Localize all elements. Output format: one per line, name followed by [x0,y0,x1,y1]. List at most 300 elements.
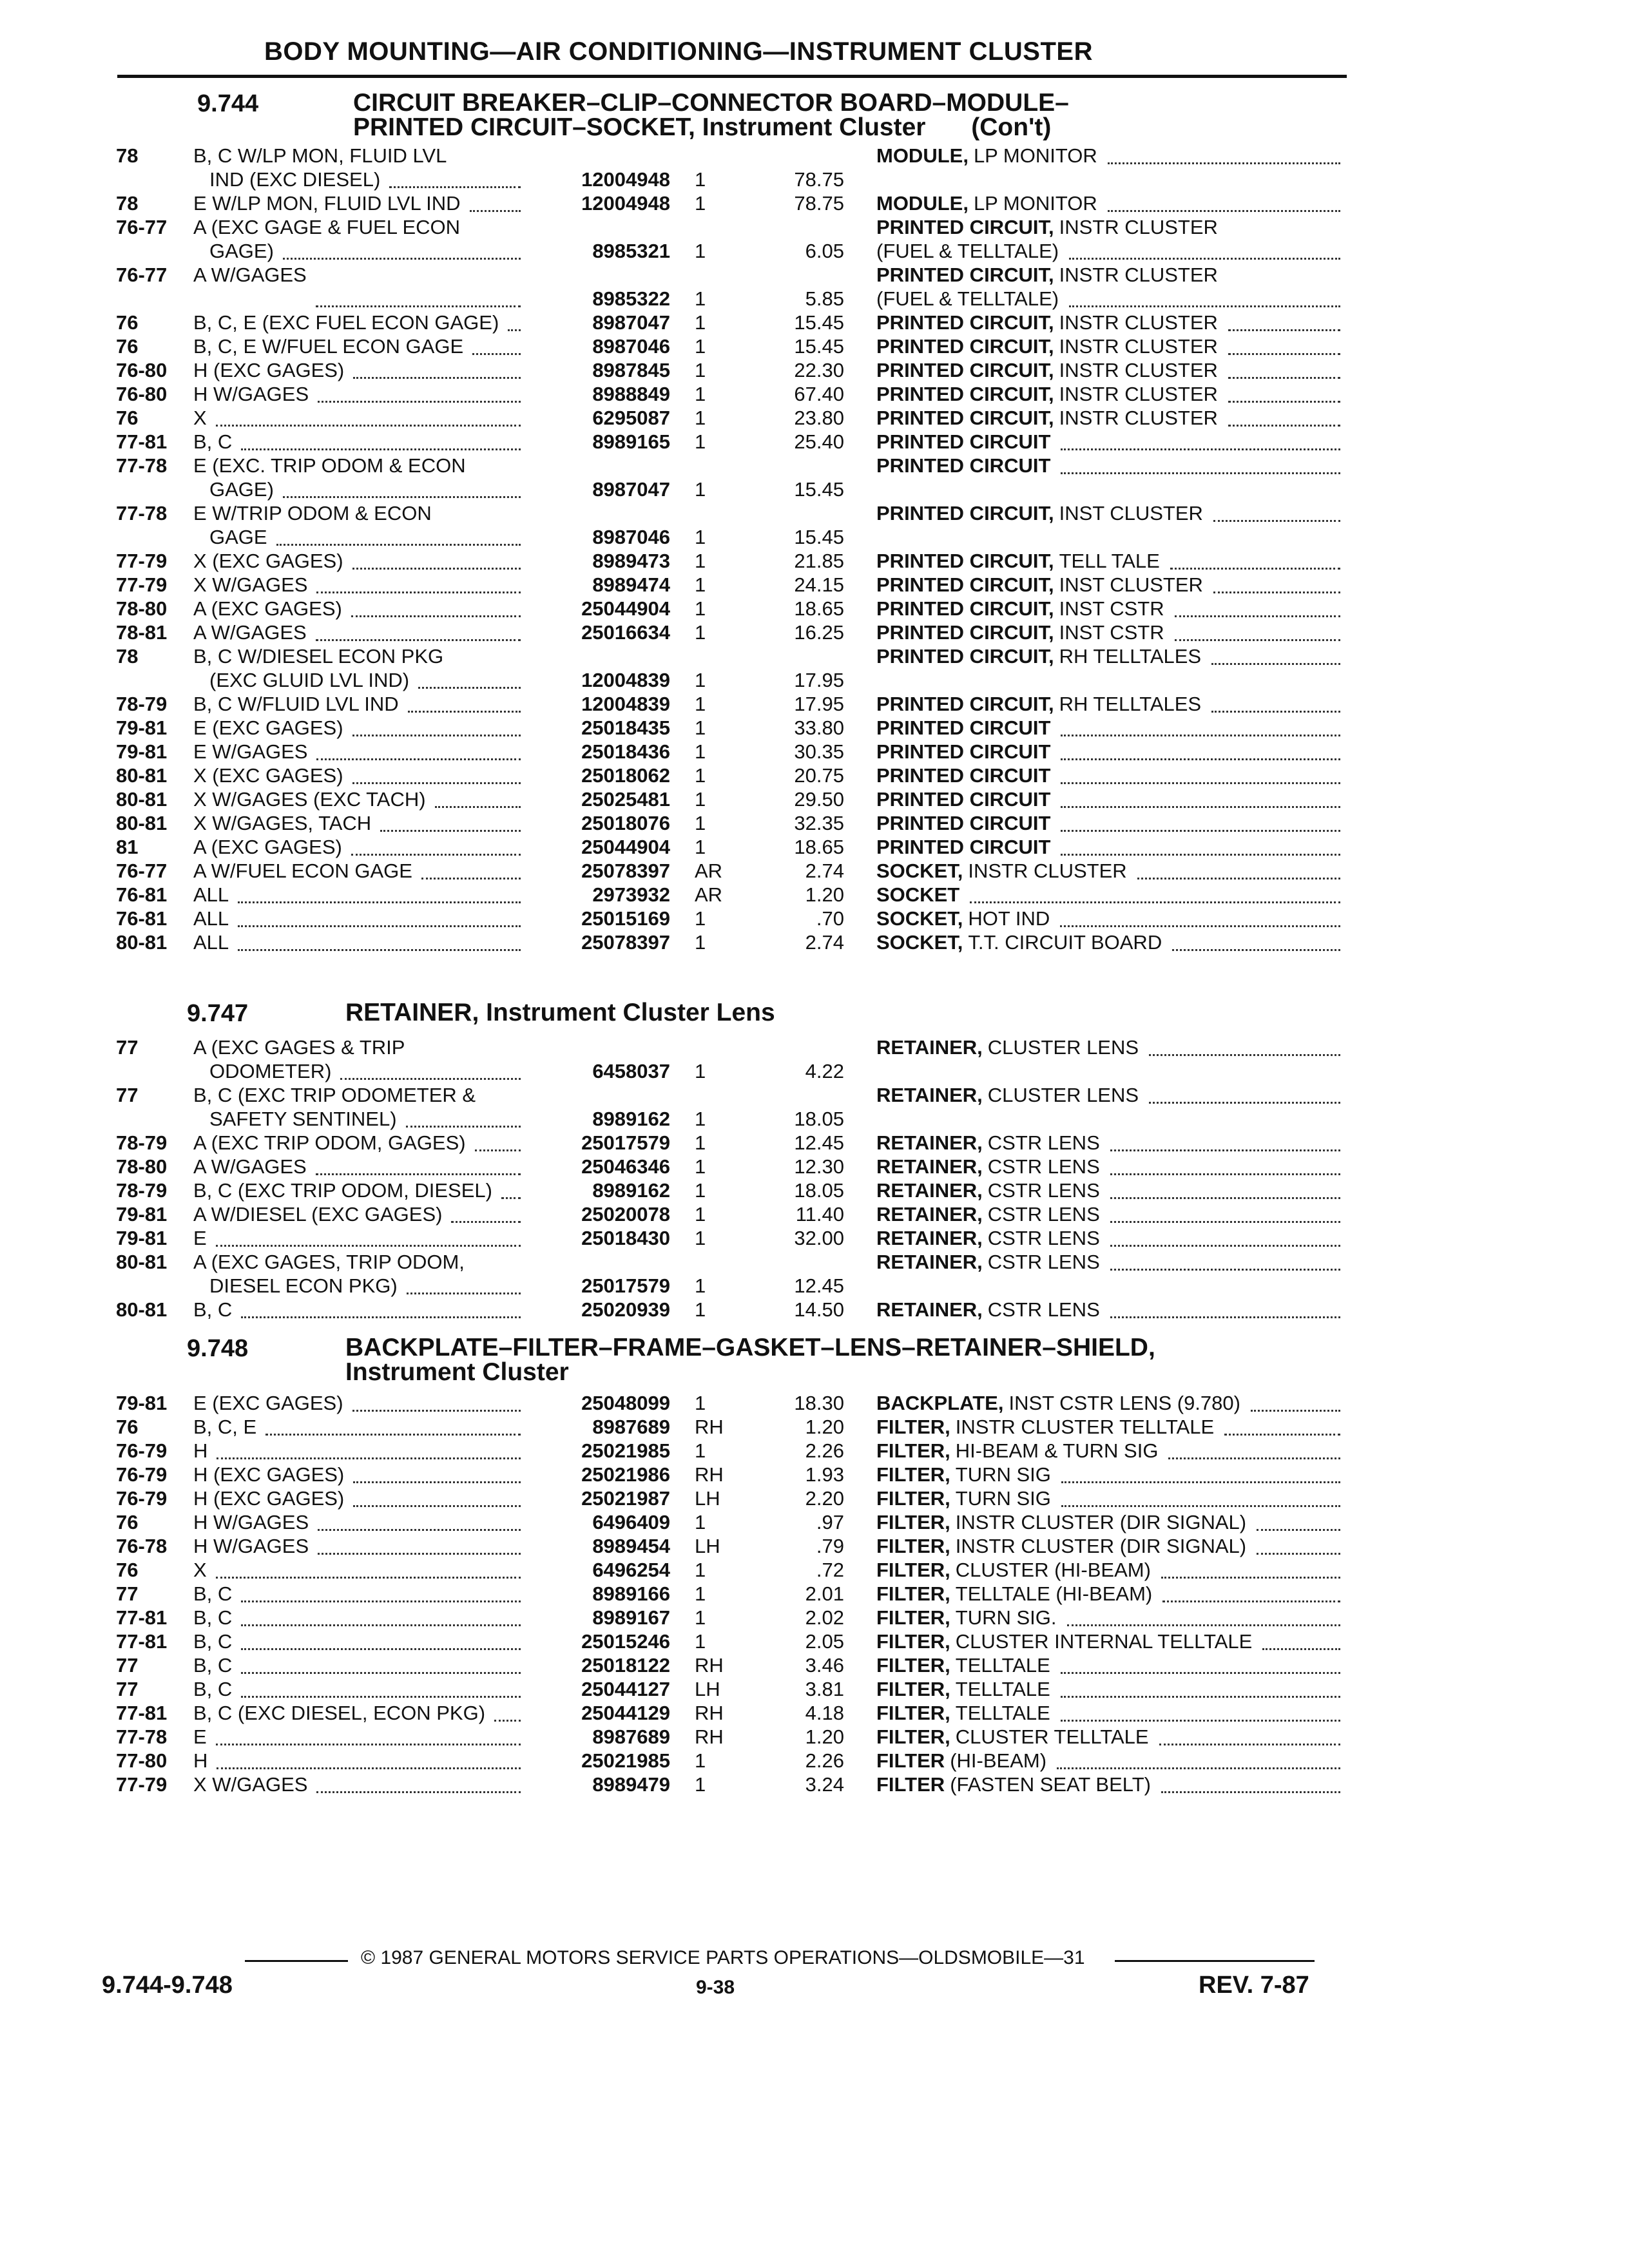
quantity: 1 [695,1773,706,1796]
part-number: 8988849 [592,383,670,405]
description-noun: FILTER, [876,1606,950,1629]
price: 33.80 [794,716,844,739]
leader-dots [389,180,521,188]
description-noun: PRINTED CIRCUIT, [876,573,1054,596]
application-text: B, C [193,1630,233,1653]
leader-dots [1060,919,1340,927]
description-noun: PRINTED CIRCUIT [876,716,1051,739]
leader-dots [216,418,521,427]
application-text-cont: DIESEL ECON PKG) [209,1274,398,1297]
quantity: 1 [695,1392,706,1414]
part-number: 25021985 [581,1439,670,1462]
description-noun: PRINTED CIRCUIT, [876,597,1054,620]
description [876,1487,1051,1510]
quantity: 1 [695,1511,706,1533]
description-detail: CLUSTER (HI-BEAM) [955,1559,1151,1581]
description-noun: PRINTED CIRCUIT, [876,311,1054,334]
description [876,1227,1100,1250]
model-year: 78 [116,144,139,167]
part-number: 8987689 [592,1725,670,1748]
leader-dots [475,1143,521,1151]
part-number: 25018430 [581,1227,670,1249]
leader-dots [316,633,521,641]
quantity: LH [695,1678,720,1700]
part-number: 8989454 [592,1535,670,1557]
description-noun: BACKPLATE, [876,1392,1004,1414]
description-noun: RETAINER, [876,1179,983,1202]
leader-dots [1069,251,1340,260]
leader-dots [316,1785,521,1793]
leader-dots [265,1427,521,1436]
leader-dots [316,752,521,760]
leader-dots [216,1737,521,1745]
section-number: 9.747 [187,1000,249,1027]
part-number: 25021985 [581,1749,670,1772]
part-number: 25015246 [581,1630,670,1653]
leader-dots [238,895,521,903]
description [876,1582,1152,1606]
application-text: E (EXC. TRIP ODOM & ECON [193,454,466,477]
leader-dots [1061,442,1340,450]
description [876,144,1097,168]
description-detail: CSTR LENS [987,1203,1100,1225]
application-text: B, C (EXC DIESEL, ECON PKG) [193,1702,486,1724]
model-year: 80-81 [116,1298,168,1321]
leader-dots [283,251,521,260]
description [876,1559,1151,1582]
description [876,907,1050,930]
description [876,407,1218,430]
table-row [0,1773,1629,1821]
price: 12.45 [794,1131,844,1154]
application-text: E W/LP MON, FLUID LVL IND [193,192,461,215]
model-year: 77 [116,1084,139,1106]
table-row [0,502,1629,550]
model-year: 77 [116,1582,139,1605]
leader-dots [352,776,521,784]
leader-dots [241,442,521,450]
model-year: 79-81 [116,1227,168,1249]
description [876,359,1218,382]
quantity: 1 [695,931,706,954]
quantity: 1 [695,1131,706,1154]
description-noun: FILTER, [876,1463,950,1486]
leader-dots [418,680,521,689]
price: 32.00 [794,1227,844,1249]
application-text: ALL [193,883,229,906]
quantity: 1 [695,669,706,691]
description [876,430,1050,454]
model-year: 77-78 [116,502,168,524]
description-detail: INSTR CLUSTER [1059,383,1218,405]
application-text: B, C [193,1606,233,1629]
leader-dots [318,1523,521,1531]
leader-dots [470,204,521,212]
description-detail: LP MONITOR [973,192,1097,215]
quantity: AR [695,860,723,882]
description-detail: INSTR CLUSTER (DIR SIGNAL) [955,1511,1247,1533]
leader-dots [352,561,521,570]
leader-dots [435,800,521,808]
leader-dots [241,1666,521,1674]
part-number: 25044904 [581,597,670,620]
part-number: 25018436 [581,740,670,763]
table-row [0,1251,1629,1298]
quantity: 1 [695,1582,706,1605]
leader-dots [508,323,521,331]
description [876,1725,1149,1749]
application-text: A W/GAGES [193,1155,307,1178]
application-text: X [193,407,207,429]
description [876,1084,1139,1107]
price: .97 [816,1511,844,1533]
quantity: 1 [695,1274,706,1297]
quantity: 1 [695,597,706,620]
description-noun: FILTER [876,1749,945,1772]
model-year: 76 [116,335,139,358]
description-noun: PRINTED CIRCUIT, [876,693,1054,715]
description [876,573,1203,597]
model-year: 76-79 [116,1439,168,1462]
table-row [0,264,1629,311]
description-noun: PRINTED CIRCUIT, [876,502,1054,524]
application-text: X (EXC GAGES) [193,550,343,572]
quantity: 1 [695,716,706,739]
price: 2.01 [805,1582,844,1605]
footer-rule-left [245,1960,348,1962]
part-number: 8989162 [592,1108,670,1130]
application-text: A (EXC GAGES, TRIP ODOM, [193,1251,465,1273]
description-detail: CSTR LENS [987,1251,1100,1273]
part-number: 12004839 [581,693,670,715]
model-year: 78-80 [116,597,168,620]
section-title-line2-text: PRINTED CIRCUIT–SOCKET, Instrument Cluster [353,113,926,141]
leader-dots [1061,1499,1340,1507]
footer-rule-right [1115,1960,1315,1962]
description-noun: RETAINER, [876,1227,983,1249]
leader-dots [1170,561,1340,570]
description [876,1463,1051,1486]
quantity: 1 [695,359,706,381]
price: 1.20 [805,883,844,906]
part-number: 8987047 [592,478,670,501]
quantity: 1 [695,740,706,763]
price: 30.35 [794,740,844,763]
leader-dots [1228,370,1340,379]
model-year: 77-81 [116,1630,168,1653]
description-noun: FILTER [876,1773,945,1796]
model-year: 81 [116,836,139,858]
price: 23.80 [794,407,844,429]
price: 78.75 [794,192,844,215]
description [876,502,1203,525]
description-noun: FILTER, [876,1439,950,1462]
model-year: 77-81 [116,1702,168,1724]
application-text: B, C (EXC TRIP ODOMETER & [193,1084,476,1106]
application-text-cont: ODOMETER) [209,1060,332,1082]
leader-dots [1061,1713,1340,1722]
leader-dots [318,394,521,403]
model-year: 76 [116,1416,139,1438]
model-year: 79-81 [116,1203,168,1225]
part-number: 8987689 [592,1416,670,1438]
price: 67.40 [794,383,844,405]
application-text: X W/GAGES (EXC TACH) [193,788,426,811]
leader-dots [421,871,521,879]
price: 32.35 [794,812,844,834]
leader-dots [1149,1095,1340,1104]
section-title: CIRCUIT BREAKER–CLIP–CONNECTOR BOARD–MODULE– [353,89,1069,117]
leader-dots [241,1618,521,1626]
model-year: 77 [116,1036,139,1059]
application-text: E (EXC GAGES) [193,716,343,739]
part-number: 8987046 [592,335,670,358]
leader-dots [1224,1427,1340,1436]
description-detail: T.T. CIRCUIT BOARD [968,931,1162,954]
application-text: A (EXC GAGES & TRIP [193,1036,405,1059]
leader-dots [216,1570,521,1579]
description [876,1179,1100,1202]
description-noun: PRINTED CIRCUIT, [876,645,1054,668]
description-detail: TELLTALE [955,1678,1050,1700]
description [876,931,1162,954]
section-title-line2: Instrument Cluster [345,1358,569,1386]
leader-dots [451,1215,521,1223]
description-detail: TURN SIG. [955,1606,1057,1629]
leader-dots [472,347,521,355]
leader-dots [353,1475,521,1483]
quantity: 1 [695,764,706,787]
description-noun: RETAINER, [876,1203,983,1225]
price: 4.18 [805,1702,844,1724]
price: 1.93 [805,1463,844,1486]
description-noun: FILTER, [876,1511,950,1533]
description [876,454,1050,477]
table-row [0,645,1629,693]
description-detail: LP MONITOR [973,144,1097,167]
leader-dots [1110,1262,1340,1271]
description-detail: TELLTALE [955,1702,1050,1724]
leader-dots [1228,323,1340,331]
leader-dots [241,1310,521,1318]
quantity: 1 [695,1155,706,1178]
part-number: 25015169 [581,907,670,930]
description-noun: MODULE, [876,192,969,215]
quantity: LH [695,1535,720,1557]
quantity: 1 [695,1203,706,1225]
model-year: 77-79 [116,550,168,572]
model-year: 76 [116,407,139,429]
part-number: 8985321 [592,240,670,262]
model-year: 76-80 [116,359,168,381]
quantity: 1 [695,1108,706,1130]
model-year: 78 [116,645,139,668]
description-detail: HI-BEAM & TURN SIG [955,1439,1159,1462]
description [876,1155,1100,1178]
model-year: 77-79 [116,573,168,596]
description-detail: INSTR CLUSTER [1059,216,1218,238]
description-noun: PRINTED CIRCUIT, [876,359,1054,381]
leader-dots [1110,1238,1340,1247]
description-noun: PRINTED CIRCUIT [876,812,1051,834]
description [876,1416,1214,1439]
description-noun: FILTER, [876,1487,950,1510]
model-year: 80-81 [116,1251,168,1273]
quantity: 1 [695,1559,706,1581]
description-noun: PRINTED CIRCUIT, [876,550,1054,572]
price: 18.05 [794,1179,844,1202]
description [876,597,1164,620]
description-detail: RH TELLTALES [1059,645,1202,668]
application-text: B, C W/FLUID LVL IND [193,693,399,715]
description [876,1203,1100,1226]
model-year: 76-80 [116,383,168,405]
application-text-cont: GAGE) [209,240,274,262]
leader-dots [1061,847,1340,856]
model-year: 76-81 [116,883,168,906]
price: 3.81 [805,1678,844,1700]
price: 15.45 [794,311,844,334]
footer-section-range: 9.744-9.748 [102,1972,233,1999]
quantity: 1 [695,836,706,858]
price: 18.65 [794,836,844,858]
leader-dots [1161,1570,1340,1579]
quantity: 1 [695,335,706,358]
quantity: 1 [695,407,706,429]
leader-dots [1162,1594,1340,1602]
part-number: 8985322 [592,287,670,310]
model-year: 78-79 [116,693,168,715]
application-text-cont: SAFETY SENTINEL) [209,1108,397,1130]
price: .72 [816,1559,844,1581]
footer-page-number: 9-38 [696,1977,735,1998]
leader-dots [238,919,521,927]
description-noun: FILTER, [876,1702,950,1724]
description [876,1036,1139,1059]
description-detail: INSTR CLUSTER [1059,311,1218,334]
model-year: 77-78 [116,1725,168,1748]
model-year: 77-81 [116,1606,168,1629]
description-noun: FILTER, [876,1416,950,1438]
description-noun: SOCKET, [876,907,963,930]
application-text: B, C [193,1298,233,1321]
description-noun: RETAINER, [876,1251,983,1273]
leader-dots [1061,776,1340,784]
leader-dots [1262,1642,1340,1650]
part-number: 25048099 [581,1392,670,1414]
part-number: 8987046 [592,526,670,548]
part-number: 8989162 [592,1179,670,1202]
description-detail: CSTR LENS [987,1227,1100,1249]
application-text: X W/GAGES [193,1773,308,1796]
description-detail: TELLTALE [955,1654,1050,1677]
application-text: E (EXC GAGES) [193,1392,343,1414]
price: 12.45 [794,1274,844,1297]
description-detail: CLUSTER INTERNAL TELLTALE [955,1630,1253,1653]
quantity: 1 [695,287,706,310]
description-detail: INST CSTR [1059,597,1164,620]
part-number: 8989165 [592,430,670,453]
part-number: 25020939 [581,1298,670,1321]
price: 15.45 [794,478,844,501]
model-year: 77-79 [116,1773,168,1796]
model-year: 80-81 [116,788,168,811]
price: 15.45 [794,335,844,358]
price: 2.74 [805,860,844,882]
description-noun: FILTER, [876,1678,950,1700]
leader-dots [1110,1191,1340,1199]
application-text-cont: GAGE) [209,478,274,501]
description [876,716,1050,740]
description-noun: PRINTED CIRCUIT [876,788,1051,811]
leader-dots [1257,1546,1340,1555]
model-year: 76-77 [116,216,168,238]
price: 2.26 [805,1749,844,1772]
leader-dots [1228,418,1340,427]
leader-dots [241,1689,521,1698]
section-title-line2 [353,115,1051,140]
part-number: 25044904 [581,836,670,858]
description [876,740,1050,764]
leader-dots [353,1499,521,1507]
leader-dots [1251,1403,1340,1412]
part-number: 6496409 [592,1511,670,1533]
description [876,192,1097,215]
leader-dots [1172,943,1340,951]
description-detail: INST CSTR [1059,621,1164,644]
leader-dots [238,943,521,951]
quantity: 1 [695,788,706,811]
model-year: 80-81 [116,931,168,954]
section-title: RETAINER, Instrument Cluster Lens [345,999,775,1026]
application-text: H (EXC GAGES) [193,359,345,381]
application-text: H [193,1439,208,1462]
quantity: 1 [695,168,706,191]
price: 4.22 [805,1060,844,1082]
part-number: 25025481 [581,788,670,811]
part-number: 25016634 [581,621,670,644]
application-text: E W/TRIP ODOM & ECON [193,502,432,524]
quantity: 1 [695,1630,706,1653]
application-text: A W/GAGES [193,621,307,644]
application-text: X (EXC GAGES) [193,764,343,787]
quantity: 1 [695,1227,706,1249]
part-number: 25018435 [581,716,670,739]
leader-dots [1110,1215,1340,1223]
model-year: 77-78 [116,454,168,477]
description-detail: CSTR LENS [987,1155,1100,1178]
leader-dots [353,370,521,379]
quantity: RH [695,1463,724,1486]
leader-dots [217,1761,521,1769]
price: 22.30 [794,359,844,381]
quantity: RH [695,1654,724,1677]
description-noun: RETAINER, [876,1298,983,1321]
quantity: RH [695,1725,724,1748]
part-number: 8987047 [592,311,670,334]
leader-dots [1149,1048,1340,1056]
model-year: 76 [116,1511,139,1533]
description-noun: PRINTED CIRCUIT, [876,383,1054,405]
description-detail: CSTR LENS [987,1131,1100,1154]
description-cont: (FUEL & TELLTALE) [876,240,1059,262]
leader-dots [406,1119,521,1128]
leader-dots [1057,1761,1340,1769]
description-detail: CSTR LENS [987,1298,1100,1321]
leader-dots [1061,1689,1340,1698]
description-detail: INSTR CLUSTER [1059,335,1218,358]
application-text: ALL [193,907,229,930]
